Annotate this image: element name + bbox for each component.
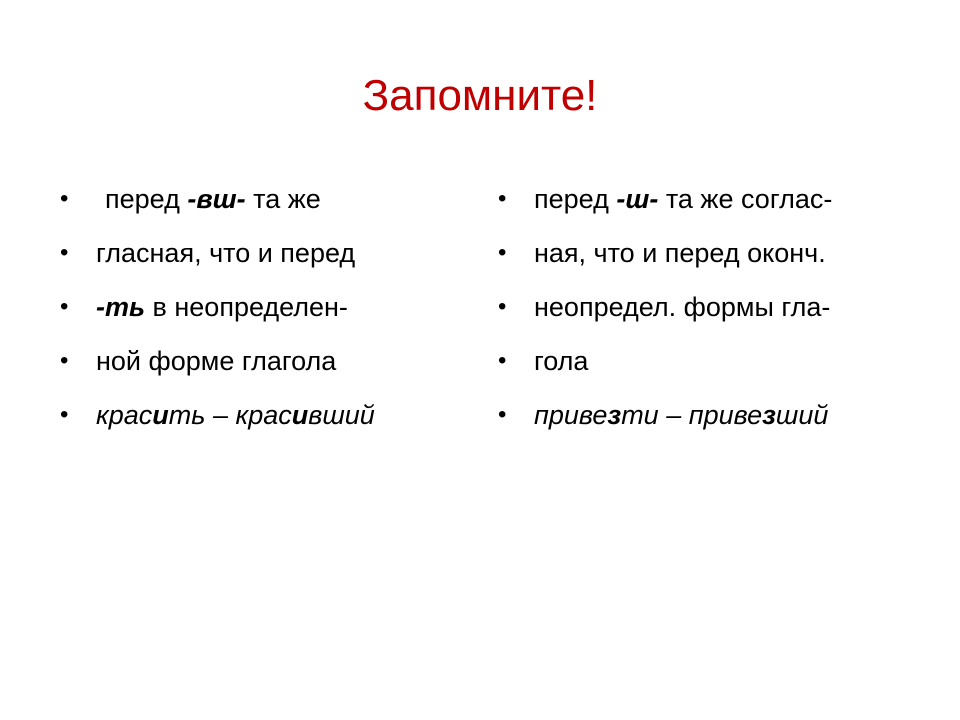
left-list-item bbox=[60, 178, 460, 232]
left-item-text bbox=[96, 184, 321, 214]
text-segment: -вш- bbox=[187, 184, 246, 214]
bullet-icon: • bbox=[498, 401, 507, 428]
text-segment: з bbox=[762, 400, 776, 430]
text-segment: ная, что и перед оконч. bbox=[534, 238, 826, 268]
left-list-item bbox=[60, 394, 460, 448]
text-segment: та же соглас- bbox=[658, 184, 833, 214]
left-item-text bbox=[96, 400, 375, 430]
text-segment: гласная, что и перед bbox=[96, 238, 356, 268]
text-segment: ной форме глагола bbox=[96, 346, 337, 376]
text-segment: ти – приве bbox=[621, 400, 763, 430]
bullet-icon: • bbox=[498, 293, 507, 320]
text-segment: -ш- bbox=[616, 184, 659, 214]
left-list-item bbox=[60, 232, 460, 286]
right-list-item bbox=[498, 286, 938, 340]
page-title: Запомните! bbox=[362, 71, 598, 120]
bullet-icon: • bbox=[60, 347, 69, 374]
text-segment: з bbox=[607, 400, 622, 430]
text-segment: приве bbox=[534, 400, 608, 430]
bullet-icon: • bbox=[60, 185, 69, 212]
text-segment: ший bbox=[775, 400, 829, 430]
right-list-item bbox=[498, 178, 938, 232]
left-item-text bbox=[96, 238, 355, 268]
text-segment: -ть bbox=[96, 292, 146, 322]
text-segment: ть – крас bbox=[168, 400, 292, 430]
bullet-icon: • bbox=[60, 293, 69, 320]
left-item-text bbox=[96, 346, 336, 376]
left-list-item bbox=[60, 340, 460, 394]
text-segment: вший bbox=[308, 400, 375, 430]
bullet-icon: • bbox=[60, 239, 69, 266]
right-item-text bbox=[534, 346, 588, 376]
bullet-icon: • bbox=[498, 239, 507, 266]
text-segment: гола bbox=[534, 346, 589, 376]
text-segment: крас bbox=[96, 400, 153, 430]
left-bullet-list bbox=[60, 178, 460, 448]
text-segment: перед bbox=[105, 184, 188, 214]
right-item-text bbox=[534, 184, 832, 214]
bullet-icon: • bbox=[498, 347, 507, 374]
right-item-text bbox=[534, 292, 830, 322]
text-segment: неопредел. формы гла- bbox=[534, 292, 831, 322]
right-list-item bbox=[498, 340, 938, 394]
left-list-item bbox=[60, 286, 460, 340]
bullet-icon: • bbox=[60, 401, 69, 428]
text-segment: та же bbox=[245, 184, 321, 214]
right-item-text bbox=[534, 238, 826, 268]
text-segment: в неопределен- bbox=[145, 292, 348, 322]
text-segment: и bbox=[152, 400, 169, 430]
left-item-text bbox=[96, 292, 348, 322]
text-segment: перед bbox=[534, 184, 617, 214]
right-list-item bbox=[498, 232, 938, 286]
right-item-text bbox=[534, 400, 828, 430]
text-segment: и bbox=[291, 400, 309, 430]
bullet-icon: • bbox=[498, 185, 507, 212]
right-list-item bbox=[498, 394, 938, 448]
right-bullet-list bbox=[498, 178, 938, 448]
